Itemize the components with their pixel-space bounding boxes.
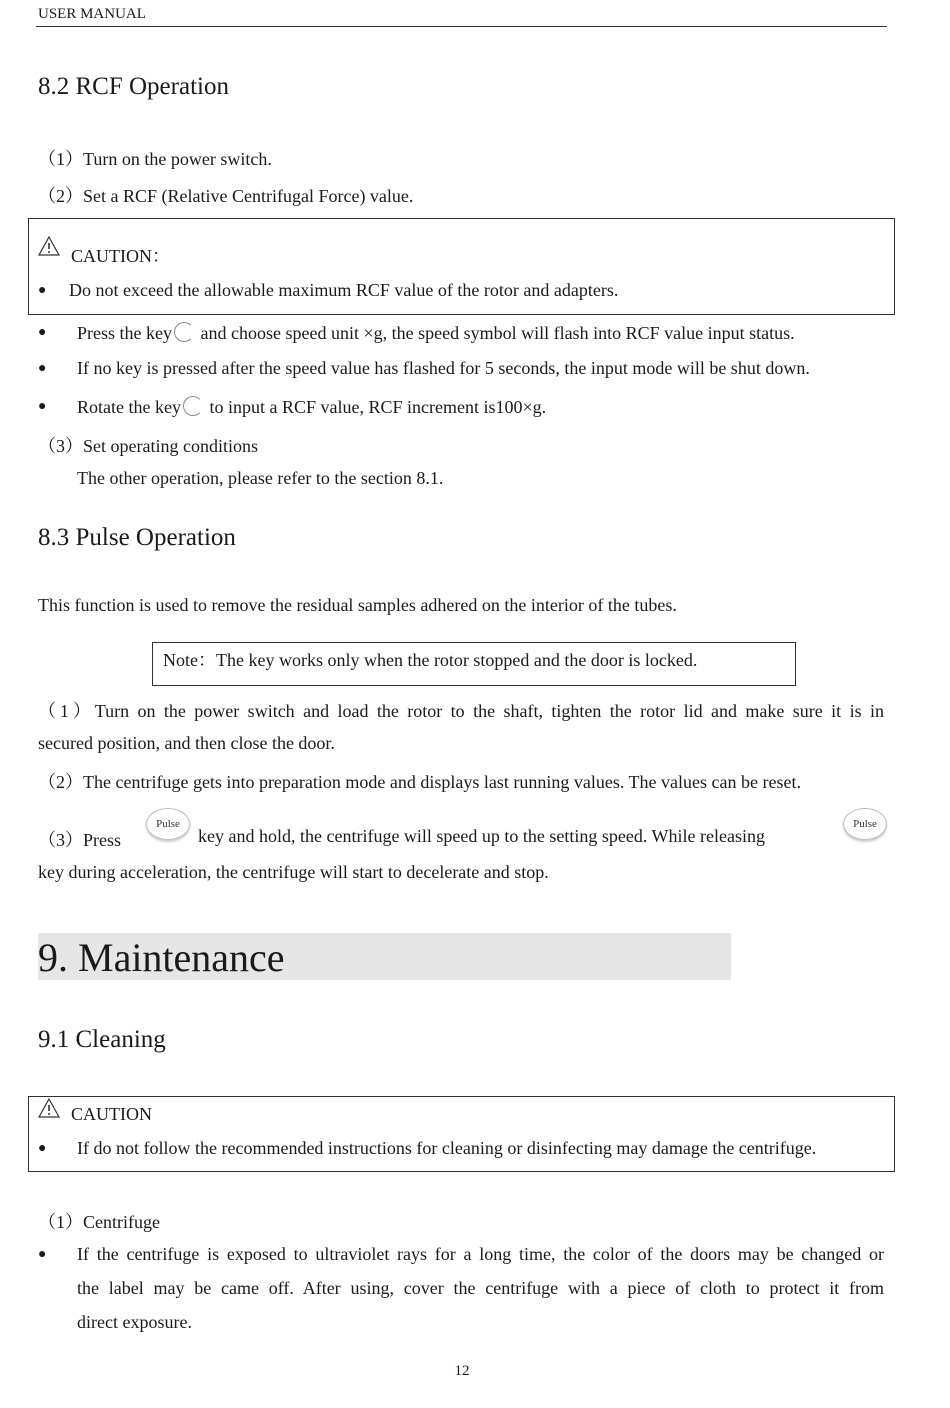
- header-divider: [36, 26, 887, 27]
- speed-knob-icon: [174, 322, 194, 342]
- section-9-title: 9. Maintenance: [38, 935, 285, 980]
- rotary-knob-icon: [183, 396, 203, 416]
- section-8-3-title: 8.3 Pulse Operation: [38, 524, 236, 551]
- pulse-key-icon: Pulse: [146, 808, 190, 840]
- cleaning-caution-text: If do not follow the recommended instructions for cleaning or disinfecting may damage the centrifuge.: [77, 1138, 817, 1158]
- section-9-1-title: 9.1 Cleaning: [38, 1026, 166, 1053]
- cleaning-item-1-line-1: If the centrifuge is exposed to ultraviolet rays for a long time, the color of the doors may be changed or: [77, 1244, 884, 1264]
- pulse-step-1-line-1: （1）Turn on the power switch and load the rotor to the shaft, tighten the rotor lid and make sure it is in: [38, 701, 884, 721]
- rcf-bullet-1: [77, 322, 795, 344]
- rcf-bullet-3-text-b: to input a RCF value, RCF increment is100×g.: [209, 397, 547, 417]
- pulse-step-3-text-a: （3）Press: [38, 830, 122, 850]
- pulse-step-3-line-2: key during acceleration, the centrifuge will start to decelerate and stop.: [38, 862, 549, 882]
- bullet-dot: ●: [38, 325, 47, 340]
- rcf-bullet-3: [77, 396, 546, 418]
- section-8-2-title: 8.2 RCF Operation: [38, 73, 229, 100]
- cleaning-caution-label: CAUTION: [71, 1104, 152, 1124]
- rcf-bullet-1-text-b: and choose speed unit ×g, the speed symbol will flash into RCF value input status.: [200, 323, 795, 343]
- page-number: 12: [454, 1363, 470, 1379]
- pulse-intro: This function is used to remove the residual samples adhered on the interior of the tubes.: [38, 595, 677, 615]
- warning-icon: [38, 236, 60, 256]
- rcf-step-3: （3）Set operating conditions: [38, 436, 258, 456]
- header-title: USER MANUAL: [38, 6, 146, 22]
- bullet-dot: ●: [38, 283, 47, 298]
- cleaning-item-1: （1）Centrifuge: [38, 1212, 160, 1232]
- pulse-key-icon: Pulse: [843, 808, 887, 840]
- pulse-step-1-line-2: secured position, and then close the door.: [38, 733, 335, 753]
- bullet-dot: ●: [38, 399, 47, 414]
- rcf-step-3-text: The other operation, please refer to the section 8.1.: [77, 468, 444, 488]
- pulse-step-2: （2）The centrifuge gets into preparation mode and displays last running values. The values can be reset.: [38, 772, 801, 792]
- rcf-step-2: （2）Set a RCF (Relative Centrifugal Force) value.: [38, 186, 414, 206]
- pulse-step-3-text-b: key and hold, the centrifuge will speed up to the setting speed. While releasing: [198, 826, 766, 846]
- cleaning-item-1-line-3: direct exposure.: [77, 1312, 192, 1332]
- bullet-dot: ●: [38, 1141, 47, 1156]
- rcf-step-1: （1）Turn on the power switch.: [38, 149, 272, 169]
- bullet-dot: ●: [38, 361, 47, 376]
- rcf-bullet-2: If no key is pressed after the speed value has flashed for 5 seconds, the input mode will be shut down.: [77, 358, 810, 378]
- cleaning-caution-box: [28, 1096, 895, 1172]
- pulse-note: Note：The key works only when the rotor stopped and the door is locked.: [163, 650, 698, 670]
- warning-icon: [38, 1098, 60, 1118]
- bullet-dot: ●: [38, 1247, 47, 1262]
- cleaning-item-1-line-2: the label may be came off. After using, cover the centrifuge with a piece of cloth to protect it from: [77, 1278, 884, 1298]
- rcf-caution-text: Do not exceed the allowable maximum RCF value of the rotor and adapters.: [69, 280, 619, 300]
- rcf-bullet-1-text-a: Press the key: [77, 323, 172, 343]
- rcf-bullet-3-text-a: Rotate the key: [77, 397, 181, 417]
- rcf-caution-label: CAUTION：: [71, 246, 170, 266]
